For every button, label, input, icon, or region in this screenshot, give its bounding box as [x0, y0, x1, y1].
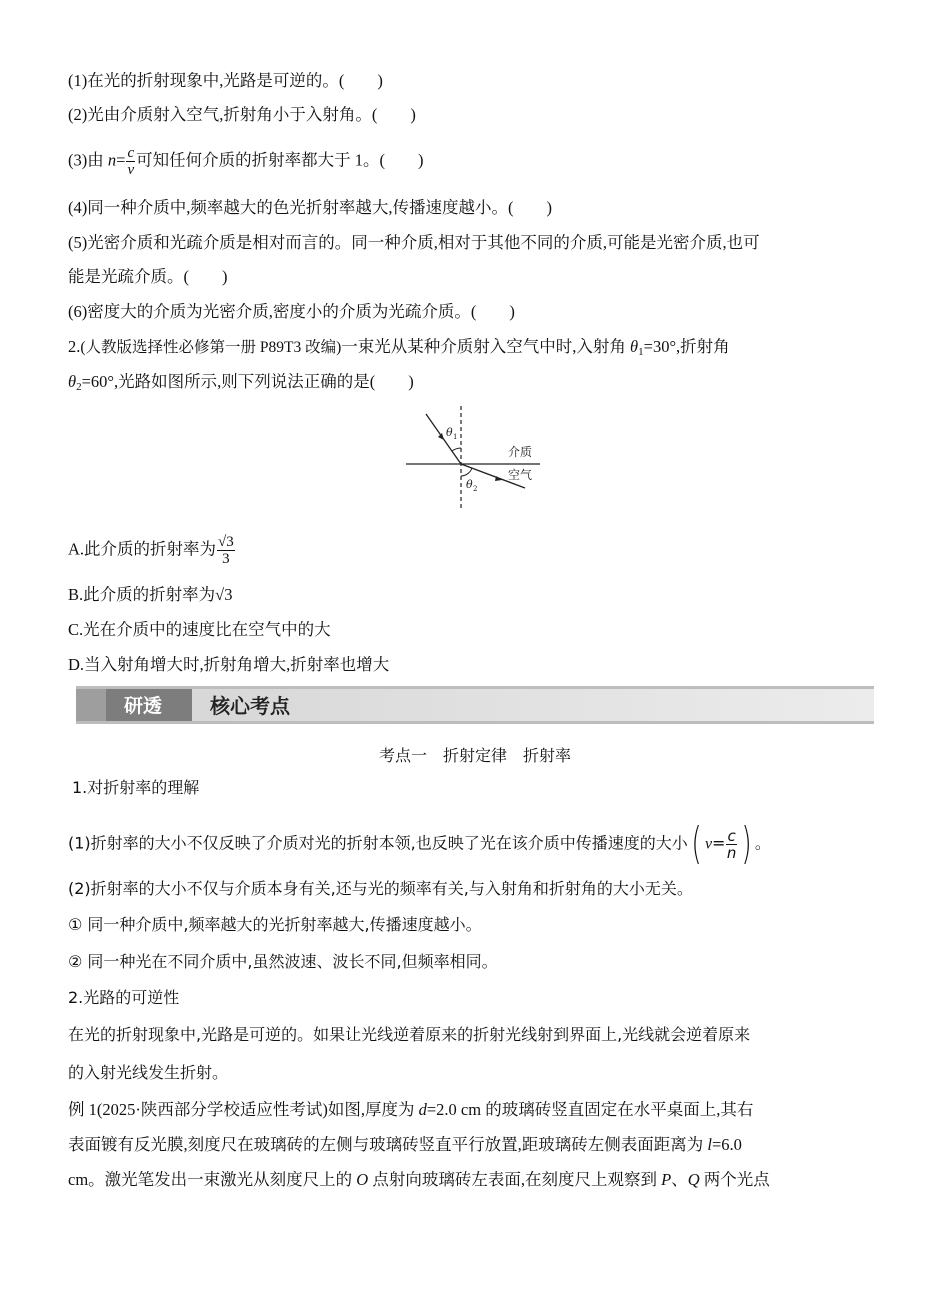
- example-line-1: 例 1(2025·陕西部分学校适应性考试)如图,厚度为 d=2.0 cm 的玻璃砖竖直固定在水平桌面上,其右: [68, 1100, 754, 1119]
- option-b: B.此介质的折射率为√3: [68, 585, 233, 604]
- q1-item-5-cont: 能是光疏介质。( ): [68, 267, 228, 286]
- refraction-diagram: [400, 404, 550, 512]
- example-source: (2025·陕西部分学校适应性考试): [96, 1100, 328, 1119]
- subheading-2: 2.光路的可逆性: [68, 988, 180, 1007]
- banner-title: 核心考点: [210, 694, 290, 718]
- q1-item-5: (5)光密介质和光疏介质是相对而言的。同一种介质,相对于其他不同的介质,可能是光密介质,也可: [68, 233, 760, 252]
- para-4: ② 同一种光在不同介质中,虽然波速、波长不同,但频率相同。: [68, 952, 498, 971]
- para-6: 的入射光线发生折射。: [68, 1063, 229, 1082]
- q1-item-4: (4)同一种介质中,频率越大的色光折射率越大,传播速度越小。( ): [68, 198, 552, 217]
- para-2: (2)折射率的大小不仅与介质本身有关,还与光的频率有关,与入射角和折射角的大小无关。: [68, 879, 693, 898]
- q2-source: (人教版选择性必修第一册 P89T3 改编): [80, 339, 342, 356]
- fraction-c-over-v: $\frac{c}{v}$: [127, 145, 135, 178]
- option-c: C.光在介质中的速度比在空气中的大: [68, 620, 331, 639]
- para-5: 在光的折射现象中,光路是可逆的。如果让光线逆着原来的折射光线射到界面上,光线就会逆着原来: [68, 1025, 751, 1044]
- label-theta1: θ: [446, 426, 453, 439]
- fraction-root3-over-3: $\frac{√3}{3}$: [218, 534, 234, 567]
- label-air: 空气: [508, 468, 533, 482]
- angle-arc-2: [461, 468, 472, 476]
- q2-stem-line-1: 2.(人教版选择性必修第一册 P89T3 改编)一束光从某种介质射入空气中时,入射角 $\theta_1=30^\circ$,折射角: [68, 337, 730, 358]
- section-heading: 考点一 折射定律 折射率: [378, 746, 571, 765]
- option-a: A.此介质的折射率为 $\frac{√3}{3}$: [68, 534, 234, 567]
- q1-item-3: (3)由 n= $\frac{c}{v}$ 可知任何介质的折射率都大于 1。( ): [68, 145, 424, 178]
- q1-item-1: (1)在光的折射现象中,光路是可逆的。( ): [68, 71, 383, 90]
- para-1: (1)折射率的大小不仅反映了介质对光的折射本领,也反映了光在该介质中传播速度的大小( v= $\frac{c}{n}$ ) 。: [68, 818, 771, 869]
- paren-left: (: [691, 818, 702, 869]
- q1-item-6: (6)密度大的介质为光密介质,密度小的介质为光疏介质。( ): [68, 302, 515, 321]
- incident-arrow-icon: [438, 433, 444, 440]
- paren-right: ): [741, 818, 752, 869]
- example-line-2: 表面镀有反光膜,刻度尺在玻璃砖的左侧与玻璃砖竖直平行放置,距玻璃砖左侧表面距离为 l=6.0: [68, 1135, 742, 1154]
- example-line-3: cm。激光笔发出一束激光从刻度尺上的 O 点射向玻璃砖左表面,在刻度尺上观察到 P、Q 两个光点: [68, 1170, 770, 1189]
- label-theta2: θ: [466, 478, 473, 491]
- angle-arc-1: [452, 448, 461, 451]
- subheading-1: 1.对折射率的理解: [72, 778, 200, 797]
- section-banner: [76, 686, 874, 724]
- para-3: ① 同一种介质中,频率越大的光折射率越大,传播速度越小。: [68, 915, 482, 934]
- q1-item-2: (2)光由介质射入空气,折射角小于入射角。( ): [68, 105, 416, 124]
- label-medium: 介质: [508, 445, 533, 459]
- option-d: D.当入射角增大时,折射角增大,折射率也增大: [68, 655, 390, 674]
- label-theta2-sub: 2: [473, 485, 478, 493]
- q2-stem-line-2: $\theta_2=60^\circ$,光路如图所示,则下列说法正确的是( ): [68, 372, 414, 393]
- banner-tag: 研透: [124, 695, 163, 717]
- fraction-c-over-n: $\frac{c}{n}$: [726, 826, 737, 862]
- label-theta1-sub: 1: [453, 433, 458, 441]
